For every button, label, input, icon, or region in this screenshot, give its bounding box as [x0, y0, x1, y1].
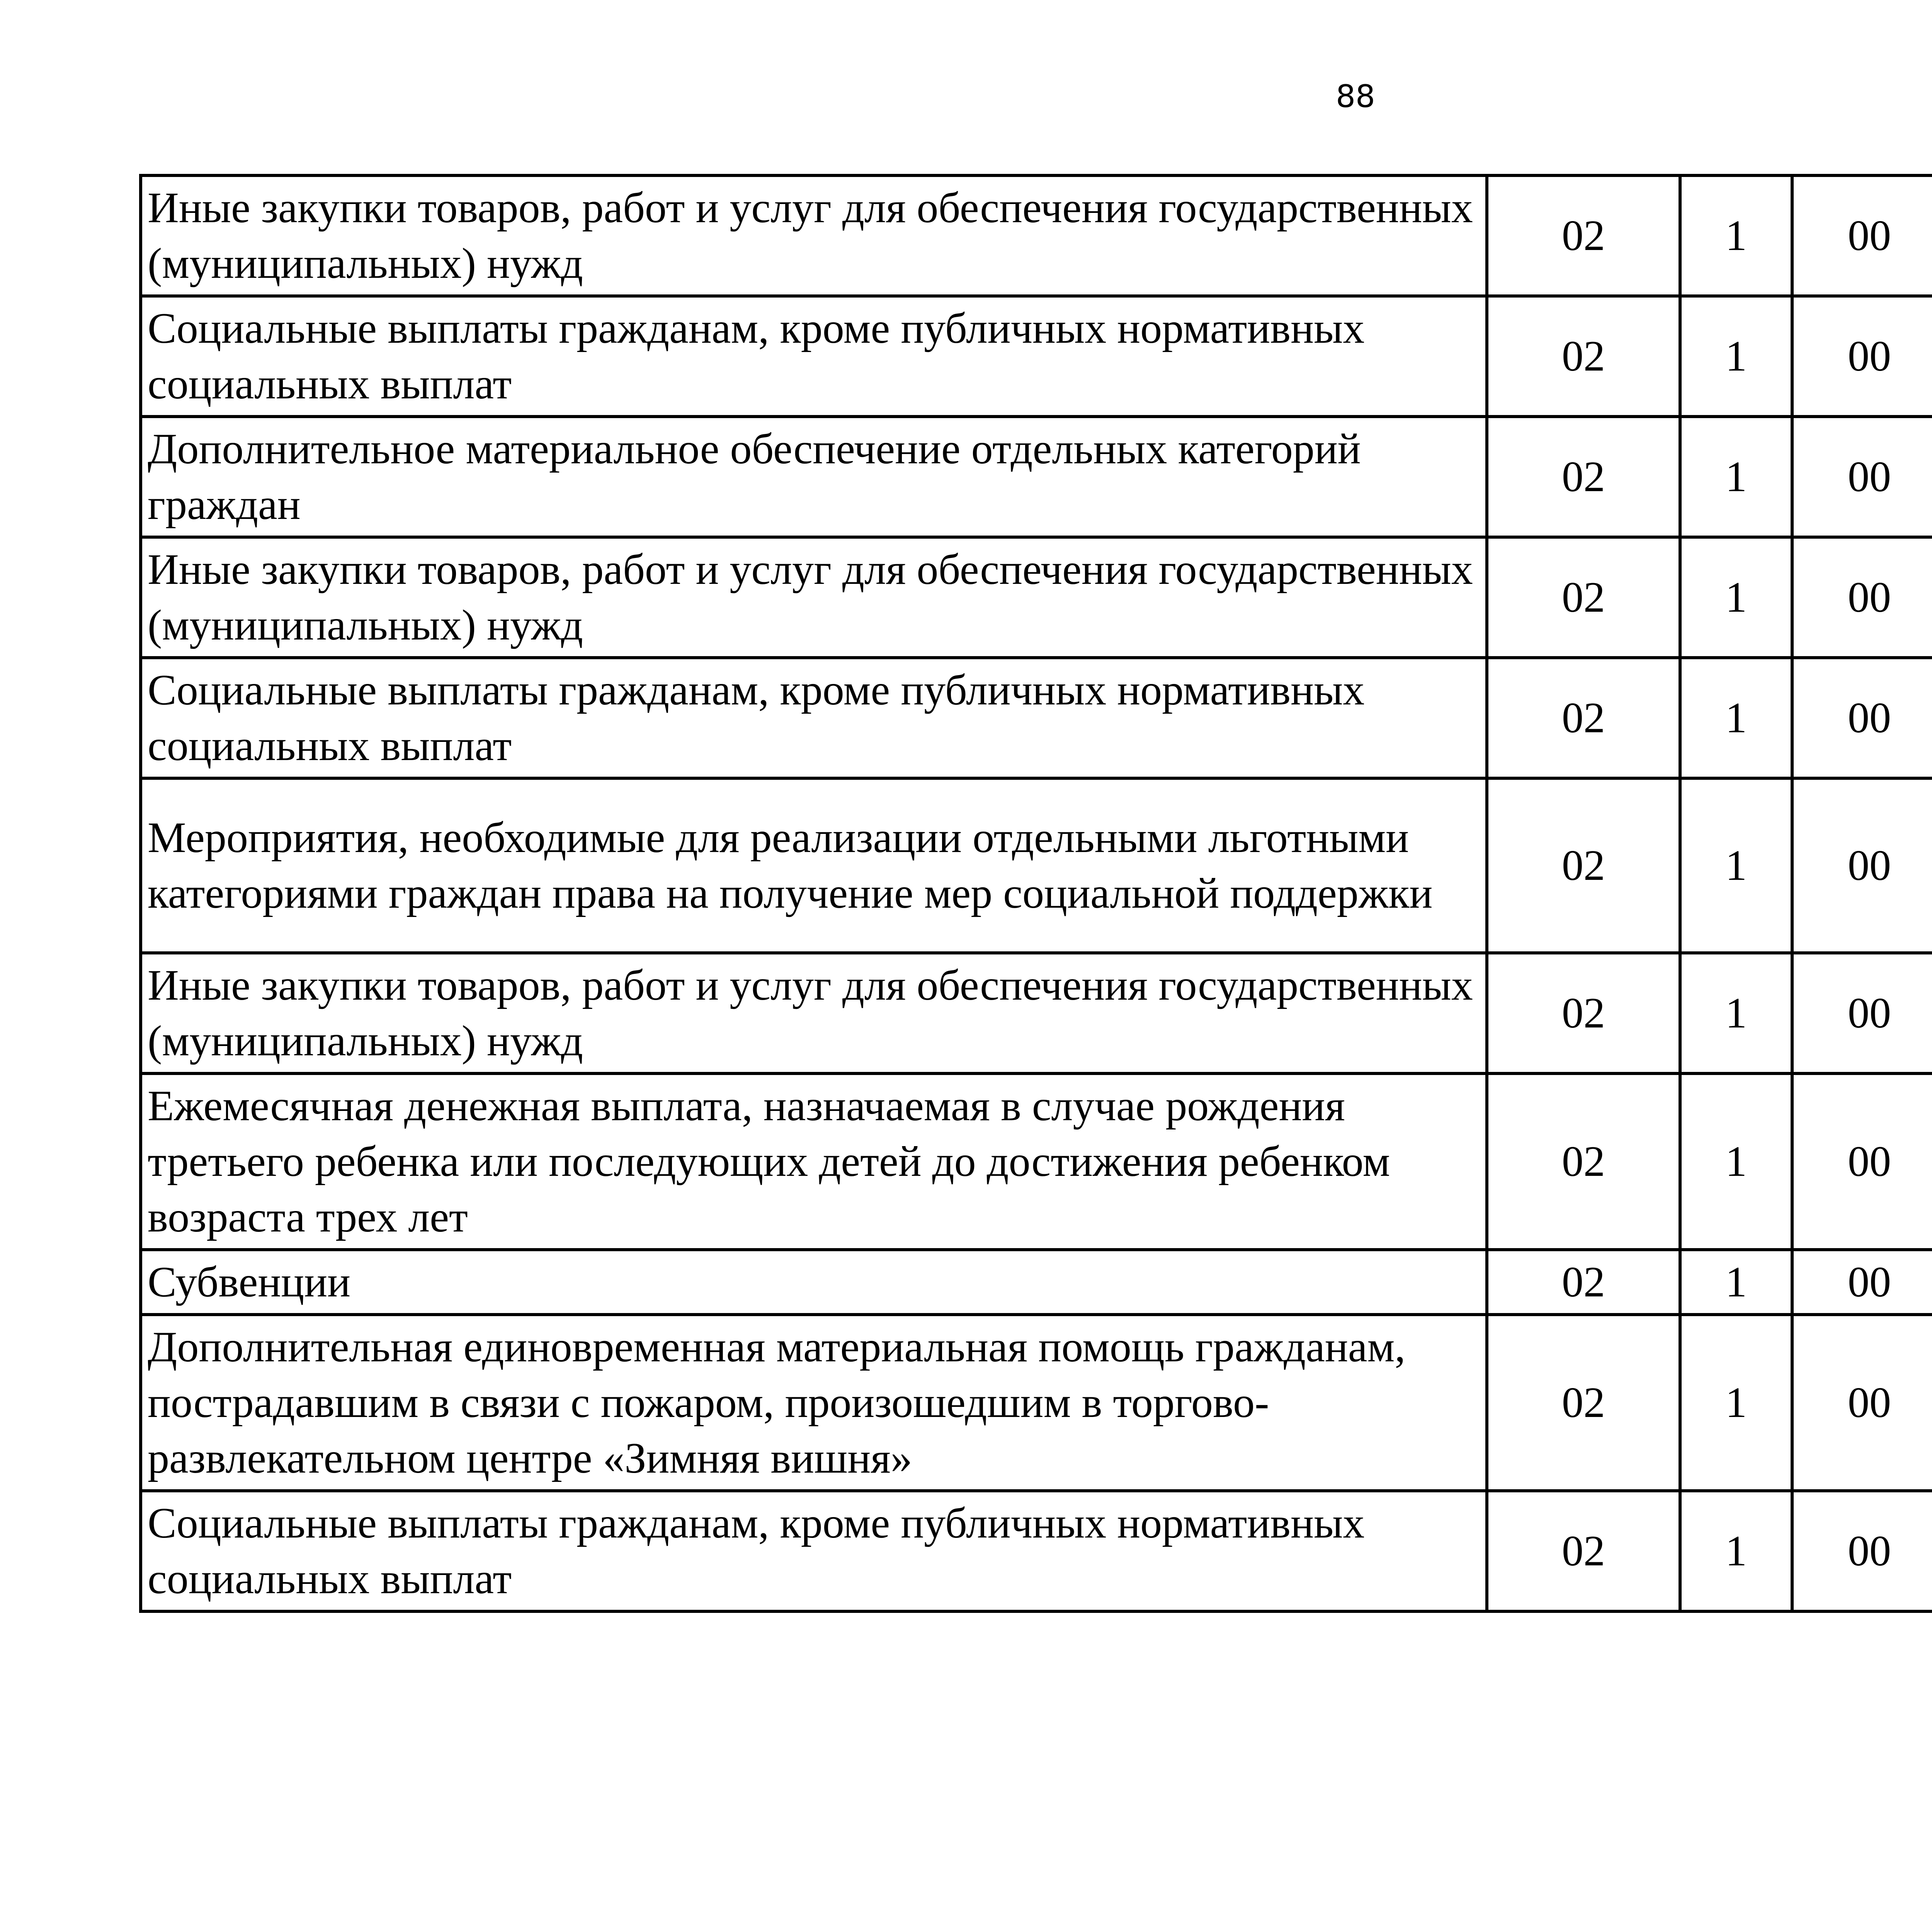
table-row [141, 175, 1932, 296]
row-name-cell: Мероприятия, необходимые для реализации отдельными льготными категориями граждан права на получение мер социальной поддержки [141, 778, 1487, 953]
row-code-cell: 00 [1792, 1073, 1932, 1250]
row-name-cell: Субвенции [141, 1250, 1487, 1315]
page-number: 88 [1336, 78, 1375, 114]
row-code-cell: 02 [1487, 1491, 1680, 1611]
row-name-cell: Социальные выплаты гражданам, кроме публичных нормативных социальных выплат [141, 1491, 1487, 1611]
row-code-cell: 02 [1487, 175, 1680, 296]
row-code-cell: 1 [1680, 1073, 1792, 1250]
row-code-cell: 00 [1792, 658, 1932, 778]
row-code-cell: 1 [1680, 537, 1792, 658]
row-code-cell: 02 [1487, 1250, 1680, 1315]
row-code-cell: 00 [1792, 1491, 1932, 1611]
row-code-cell: 1 [1680, 658, 1792, 778]
row-code-cell: 1 [1680, 175, 1792, 296]
row-name-cell: Социальные выплаты гражданам, кроме публичных нормативных социальных выплат [141, 658, 1487, 778]
row-code-cell: 02 [1487, 417, 1680, 537]
row-name-cell: Иные закупки товаров, работ и услуг для обеспечения государственных (муниципальных) нужд [141, 175, 1487, 296]
row-code-cell: 1 [1680, 296, 1792, 417]
row-code-cell: 02 [1487, 658, 1680, 778]
table-row [141, 1315, 1932, 1491]
row-name-cell: Ежемесячная денежная выплата, назначаемая в случае рождения третьего ребенка или последующих детей до достижения ребенком возраста трех лет [141, 1073, 1487, 1250]
row-code-cell: 02 [1487, 778, 1680, 953]
table-row [141, 778, 1932, 953]
row-code-cell: 00 [1792, 1315, 1932, 1491]
row-code-cell: 00 [1792, 537, 1932, 658]
row-code-cell: 02 [1487, 1073, 1680, 1250]
row-code-cell: 00 [1792, 953, 1932, 1073]
row-code-cell: 1 [1680, 1491, 1792, 1611]
row-name-cell: Социальные выплаты гражданам, кроме публичных нормативных социальных выплат [141, 296, 1487, 417]
budget-table [139, 174, 1932, 1613]
row-code-cell: 1 [1680, 778, 1792, 953]
row-code-cell: 1 [1680, 953, 1792, 1073]
table-row [141, 417, 1932, 537]
row-code-cell: 02 [1487, 296, 1680, 417]
table-row [141, 1250, 1932, 1315]
row-code-cell: 02 [1487, 953, 1680, 1073]
row-name-cell: Дополнительное материальное обеспечение отдельных категорий граждан [141, 417, 1487, 537]
row-code-cell: 00 [1792, 1250, 1932, 1315]
table-body [141, 175, 1932, 1611]
table-row [141, 658, 1932, 778]
row-name-cell: Иные закупки товаров, работ и услуг для обеспечения государственных (муниципальных) нужд [141, 953, 1487, 1073]
row-code-cell: 00 [1792, 296, 1932, 417]
row-code-cell: 1 [1680, 417, 1792, 537]
row-code-cell: 00 [1792, 778, 1932, 953]
table-row [141, 537, 1932, 658]
row-code-cell: 02 [1487, 537, 1680, 658]
row-code-cell: 00 [1792, 417, 1932, 537]
row-code-cell: 1 [1680, 1250, 1792, 1315]
row-name-cell: Дополнительная единовременная материальная помощь гражданам, пострадавшим в связи с пожаром, произошедшим в торгово-развлекательном центре «Зимняя вишня» [141, 1315, 1487, 1491]
row-code-cell: 00 [1792, 175, 1932, 296]
row-code-cell: 1 [1680, 1315, 1792, 1491]
row-name-cell: Иные закупки товаров, работ и услуг для обеспечения государственных (муниципальных) нужд [141, 537, 1487, 658]
table-row [141, 296, 1932, 417]
table-row [141, 1491, 1932, 1611]
table-row [141, 953, 1932, 1073]
row-code-cell: 02 [1487, 1315, 1680, 1491]
table-row [141, 1073, 1932, 1250]
